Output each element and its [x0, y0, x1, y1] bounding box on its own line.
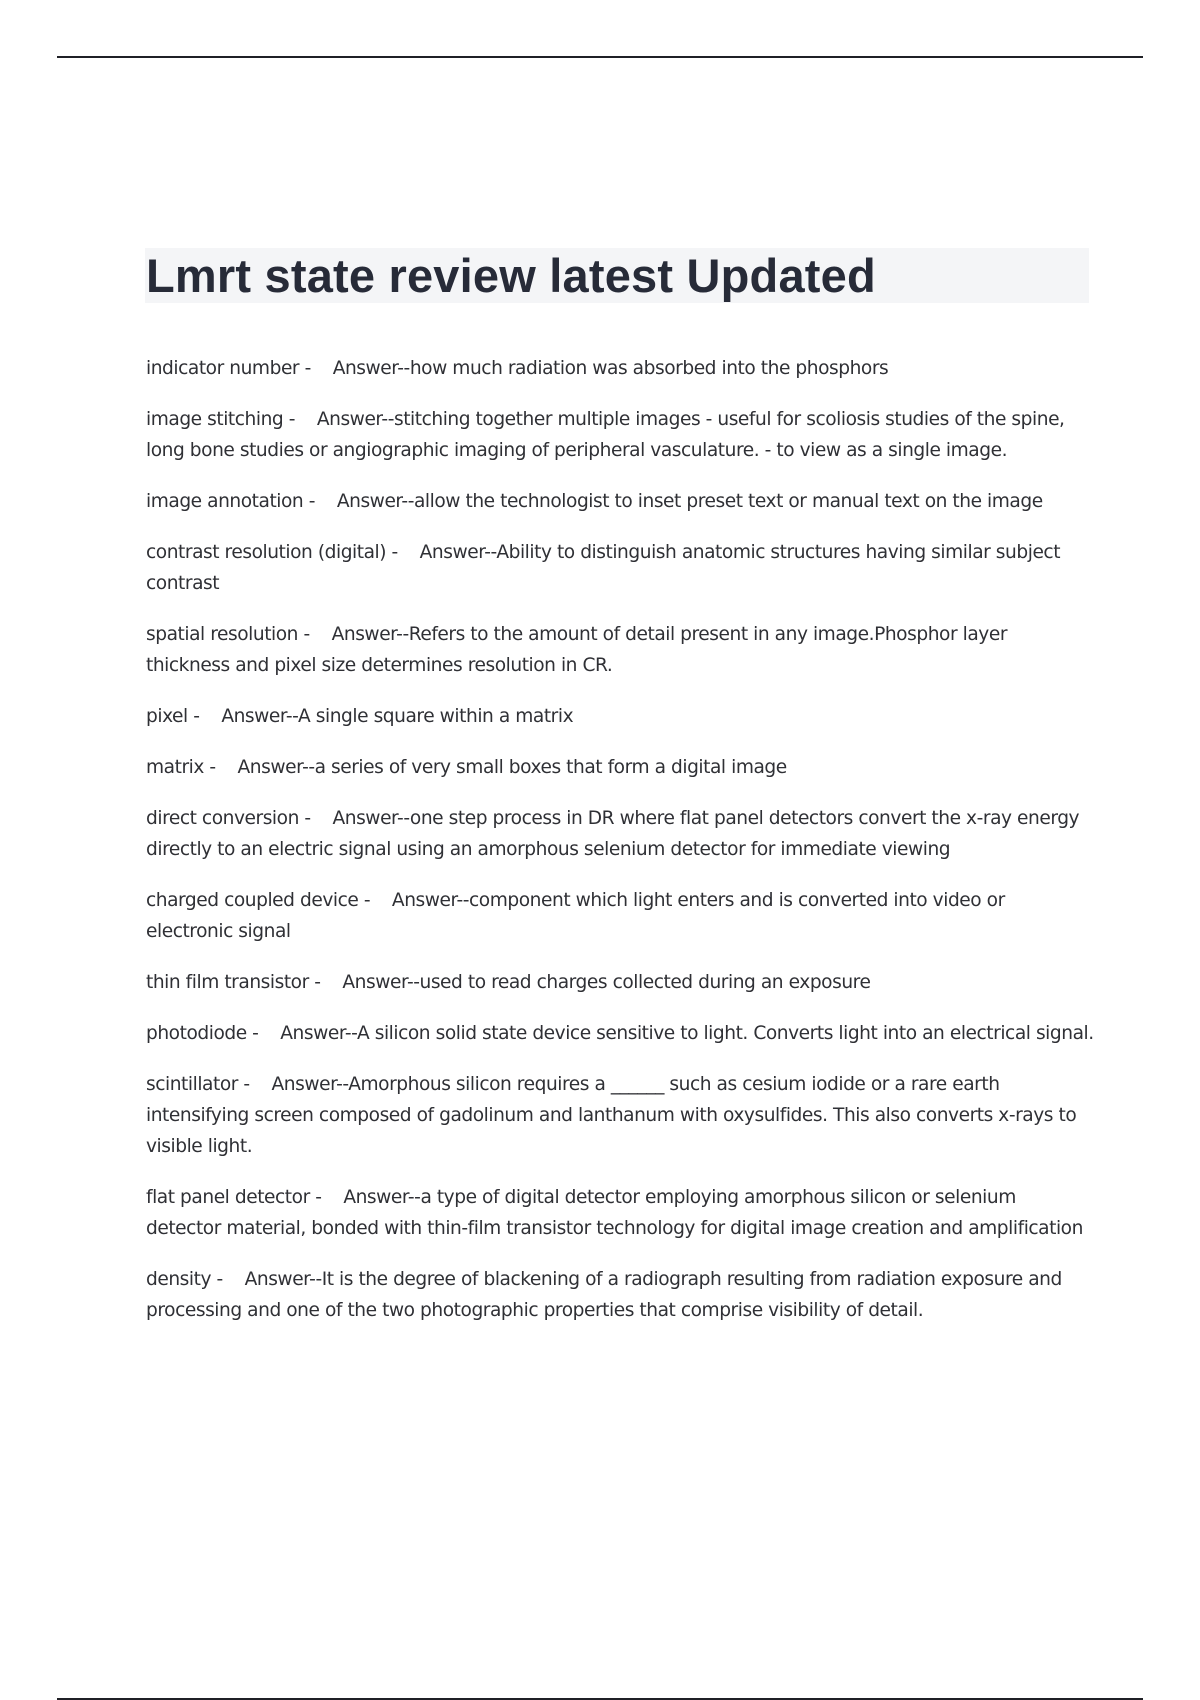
qa-item	[146, 619, 1096, 681]
qa-term: density	[146, 1269, 212, 1290]
qa-item	[146, 486, 1096, 517]
qa-item	[146, 1069, 1096, 1162]
qa-answer: Answer--used to read charges collected during an exposure	[342, 972, 871, 993]
qa-answer: Answer--a type of digital detector employing amorphous silicon or selenium detector material, bonded with thin-film transistor technology for digital image creation and amplification	[146, 1187, 1083, 1239]
qa-term: photodiode	[146, 1023, 247, 1044]
qa-list	[146, 353, 1096, 1346]
qa-answer: Answer--a series of very small boxes that form a digital image	[237, 757, 787, 778]
qa-separator: -	[246, 1023, 281, 1044]
qa-separator: -	[211, 1269, 245, 1290]
qa-separator: -	[237, 1074, 272, 1095]
qa-term: thin film transistor	[146, 972, 309, 993]
qa-separator: -	[298, 624, 332, 645]
qa-item	[146, 1264, 1096, 1326]
qa-item	[146, 1182, 1096, 1244]
qa-separator: -	[303, 491, 337, 512]
document-title: Lmrt state review latest Updated	[146, 249, 876, 302]
qa-item	[146, 803, 1096, 865]
qa-answer: Answer--allow the technologist to inset preset text or manual text on the image	[336, 491, 1043, 512]
qa-answer: Answer--A silicon solid state device sensitive to light. Converts light into an electrical signal.	[280, 1023, 1094, 1044]
qa-term: image annotation	[146, 491, 304, 512]
qa-term: spatial resolution	[146, 624, 299, 645]
qa-separator: -	[187, 706, 222, 727]
qa-separator: -	[386, 542, 420, 563]
qa-term: matrix	[146, 757, 204, 778]
qa-term: indicator number	[146, 358, 300, 379]
qa-answer: Answer--component which light enters and is converted into video or electronic signal	[146, 890, 1005, 942]
qa-answer: Answer--how much radiation was absorbed into the phosphors	[332, 358, 889, 379]
qa-term: charged coupled device	[146, 890, 359, 911]
qa-term: contrast resolution (digital)	[146, 542, 387, 563]
qa-item	[146, 404, 1096, 466]
qa-answer: Answer--Amorphous silicon requires a ______ such as cesium iodide or a rare earth intensifying screen composed of gadolinum and lanthanum with oxysulfides. This also converts x-rays to visible light.	[146, 1074, 1077, 1157]
qa-term: image stitching	[146, 409, 284, 430]
qa-term: direct conversion	[146, 808, 299, 829]
qa-separator: -	[308, 972, 343, 993]
qa-answer: Answer--one step process in DR where flat panel detectors convert the x-ray energy directly to an electric signal using an amorphous selenium detector for immediate viewing	[146, 808, 1080, 860]
qa-answer: Answer--Ability to distinguish anatomic structures having similar subject contrast	[146, 542, 1061, 594]
qa-separator: -	[203, 757, 238, 778]
top-rule	[57, 56, 1143, 58]
qa-item	[146, 967, 1096, 998]
qa-term: flat panel detector	[146, 1187, 310, 1208]
qa-answer: Answer--stitching together multiple images - useful for scoliosis studies of the spine, long bone studies or angiographic imaging of peripheral vasculature. - to view as a single image.	[146, 409, 1065, 461]
qa-separator: -	[283, 409, 317, 430]
qa-term: pixel	[146, 706, 188, 727]
qa-item	[146, 537, 1096, 599]
qa-answer: Answer--A single square within a matrix	[221, 706, 574, 727]
qa-item	[146, 701, 1096, 732]
qa-item	[146, 752, 1096, 783]
qa-separator: -	[299, 358, 333, 379]
qa-answer: Answer--It is the degree of blackening of a radiograph resulting from radiation exposure and processing and one of the two photographic properties that comprise visibility of detail.	[146, 1269, 1062, 1321]
qa-separator: -	[298, 808, 333, 829]
qa-answer: Answer--Refers to the amount of detail present in any image.Phosphor layer thickness and pixel size determines resolution in CR.	[146, 624, 1008, 676]
qa-item	[146, 1018, 1096, 1049]
qa-item	[146, 885, 1096, 947]
qa-separator: -	[358, 890, 392, 911]
qa-item	[146, 353, 1096, 384]
qa-separator: -	[309, 1187, 344, 1208]
qa-term: scintillator	[146, 1074, 238, 1095]
